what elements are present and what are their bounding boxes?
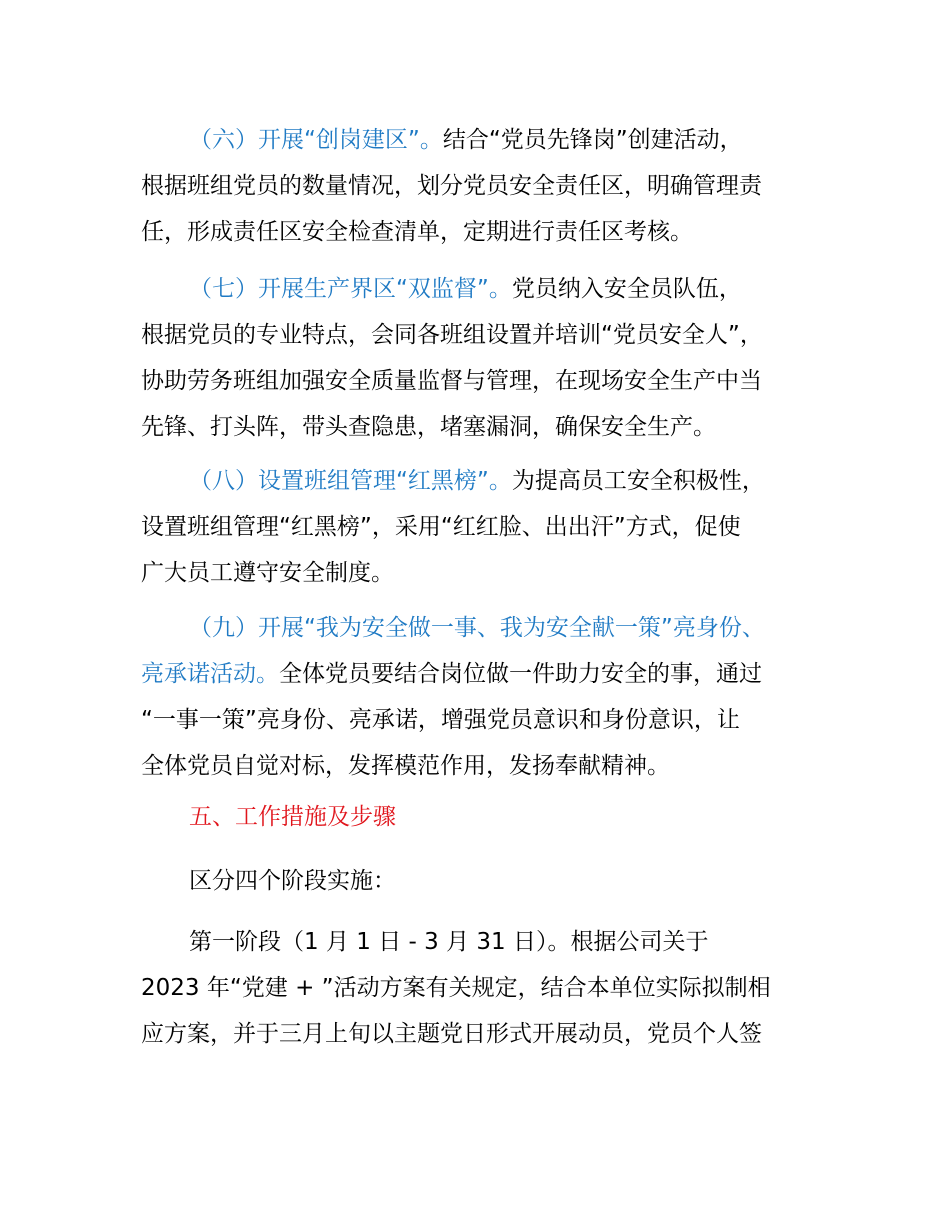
paragraph-8 [141,458,821,596]
paragraph-6-text: 结合“党员先锋岗”创建活动， [442,127,743,153]
paragraph-7-line-2: 根据党员的专业特点，会同各班组设置并培训“党员安全人”， [141,322,763,348]
paragraph-6-line-3: 任，形成责任区安全检查清单，定期进行责任区考核。 [141,219,693,245]
paragraph-8-heading: （八）设置班组管理“红黑榜”。 [189,468,512,494]
section-5-title: 五、工作措施及步骤 [189,804,396,830]
paragraph-8-text: 为提高员工安全积极性， [511,468,765,494]
stage-1-line-2: 2023 年“党建 + ”活动方案有关规定，结合本单位实际拟制相 [141,975,771,1001]
paragraph-8-line-2: 设置班组管理“红黑榜”，采用“红红脸、出出汗”方式，促使 [141,514,741,540]
paragraph-7-line-3: 协助劳务班组加强安全质量监督与管理，在现场安全生产中当 [141,368,762,394]
paragraph-9-line-3: “一事一策”亮身份、亮承诺，增强党员意识和身份意识，让 [141,707,740,733]
paragraph-9-text: 全体党员要结合岗位做一件助力安全的事，通过 [279,661,762,687]
paragraph-8-line-1 [141,458,821,504]
paragraph-9 [141,605,821,789]
paragraph-9-heading-line-1: （九）开展“我为安全做一事、我为安全献一策”亮身份、 [189,615,765,641]
paragraph-6-line-2: 根据班组党员的数量情况，划分党员安全责任区，明确管理责 [141,173,762,199]
paragraph-6 [141,117,821,255]
paragraph-7-line-4: 先锋、打头阵，带头查隐患，堵塞漏洞，确保安全生产。 [141,414,716,440]
paragraph-7 [141,266,821,450]
paragraph-6-heading: （六）开展“创岗建区”。 [189,127,443,153]
stage-1-paragraph [141,919,821,1057]
paragraph-6-line-1 [141,117,821,163]
intro-paragraph [141,858,821,904]
paragraph-9-line-4: 全体党员自觉对标，发挥模范作用，发扬奉献精神。 [141,753,670,779]
intro-text: 区分四个阶段实施： [189,868,396,894]
paragraph-9-heading-line-2: 亮承诺活动。 [141,661,279,687]
section-5 [141,794,821,840]
paragraph-8-line-3: 广大员工遵守安全制度。 [141,560,394,586]
paragraph-7-line-1 [141,266,821,312]
paragraph-9-line-2 [141,651,821,697]
paragraph-7-heading: （七）开展生产界区“双监督”。 [189,276,512,302]
paragraph-7-text: 党员纳入安全员队伍， [511,276,742,302]
stage-1-line-1: 第一阶段（1 月 1 日 - 3 月 31 日）。根据公司关于 [189,929,709,955]
stage-1-line-3: 应方案，并于三月上旬以主题党日形式开展动员，党员个人签 [141,1021,762,1047]
